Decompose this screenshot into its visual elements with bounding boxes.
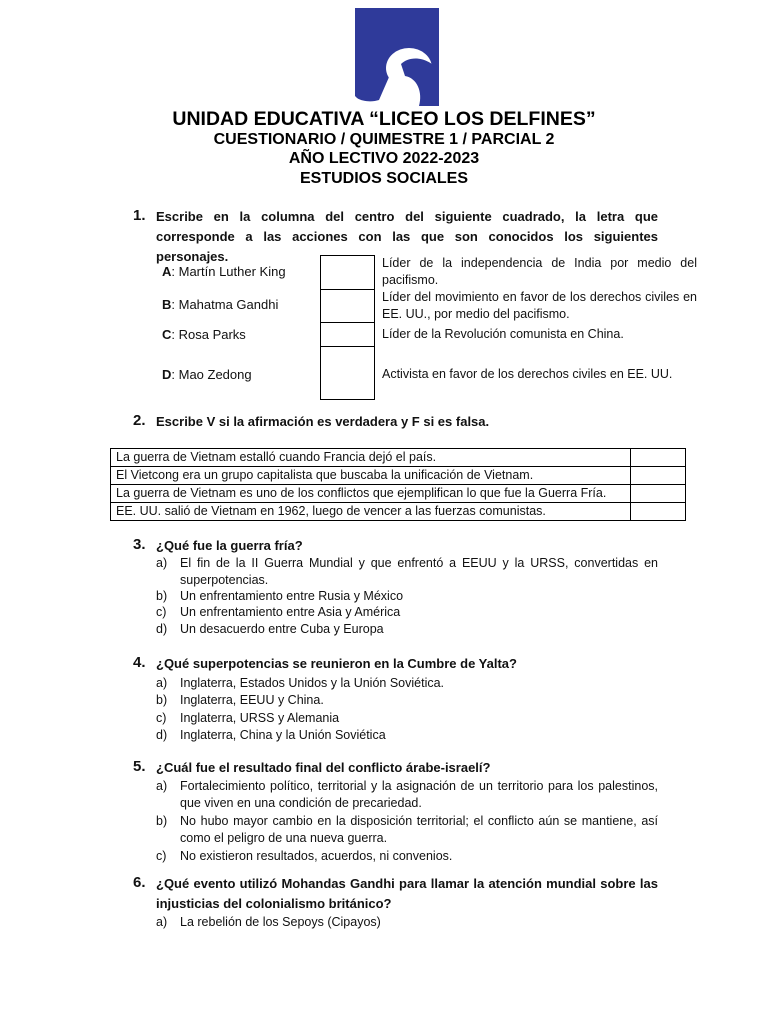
answer-cell[interactable] bbox=[631, 503, 686, 521]
description-1: Líder de la independencia de India por medio del pacifismo. bbox=[382, 256, 697, 287]
question-text: Escribe V si la afirmación es verdadera y F si es falsa. bbox=[156, 414, 490, 429]
option-a: a) El fin de la II Guerra Mundial y que enfrentó a EEUU y la URSS, convertidas en superpotencias. bbox=[156, 556, 658, 587]
table-row bbox=[111, 485, 686, 503]
option-b: b) No hubo mayor cambio en la disposición territorial; el conflicto aún se mantiene, así como el peligro de una nueva guerra. bbox=[156, 814, 658, 845]
question-number: 1. bbox=[133, 207, 146, 224]
answer-cell[interactable] bbox=[631, 485, 686, 503]
person-c: C: Rosa Parks bbox=[162, 327, 246, 342]
question-number: 6. bbox=[133, 874, 146, 891]
answer-cell[interactable] bbox=[631, 467, 686, 485]
answer-box-4[interactable] bbox=[320, 346, 375, 400]
table-row bbox=[111, 503, 686, 521]
answer-box-2[interactable] bbox=[320, 289, 375, 323]
description-4: Activista en favor de los derechos civiles en EE. UU. bbox=[382, 367, 673, 381]
question-text: ¿Cuál fue el resultado final del conflicto árabe-israelí? bbox=[156, 760, 491, 775]
school-year: AÑO LECTIVO 2022-2023 bbox=[288, 150, 480, 167]
option-c: c) Inglaterra, URSS y Alemania bbox=[156, 711, 340, 725]
option-b: b) Inglaterra, EEUU y China. bbox=[156, 693, 324, 707]
statement-cell: La guerra de Vietnam es uno de los conflictos que ejemplifican lo que fue la Guerra Fría. bbox=[111, 485, 631, 503]
option-b: b) Un enfrentamiento entre Rusia y México bbox=[156, 589, 404, 603]
question-number: 3. bbox=[133, 536, 146, 553]
subject-title: ESTUDIOS SOCIALES bbox=[299, 170, 469, 187]
option-a: a) Fortalecimiento político, territorial y la asignación de un territorio para los palestinos, que viven en una condición de precariedad. bbox=[156, 779, 658, 810]
person-a: A: Martín Luther King bbox=[162, 264, 286, 279]
true-false-table bbox=[110, 448, 686, 521]
question-number: 4. bbox=[133, 654, 146, 671]
answer-cell[interactable] bbox=[631, 449, 686, 467]
person-d: D: Mao Zedong bbox=[162, 367, 252, 382]
answer-box-1[interactable] bbox=[320, 255, 375, 290]
question-text: ¿Qué evento utilizó Mohandas Gandhi para llamar la atención mundial sobre las injusticias del colonialismo británico? bbox=[156, 876, 658, 911]
description-2: Líder del movimiento en favor de los derechos civiles en EE. UU., por medio del pacifismo. bbox=[382, 290, 697, 321]
question-text: Escribe en la columna del centro del siguiente cuadrado, la letra que corresponde a las acciones con las que son conocidos los siguientes personajes. bbox=[156, 209, 658, 264]
option-a: a) Inglaterra, Estados Unidos y la Unión Soviética. bbox=[156, 676, 445, 690]
school-name: UNIDAD EDUCATIVA “LICEO LOS DELFINES” bbox=[172, 108, 596, 130]
person-b: B: Mahatma Gandhi bbox=[162, 297, 279, 312]
option-d: d) Inglaterra, China y la Unión Soviética bbox=[156, 728, 386, 742]
question-text: ¿Qué superpotencias se reunieron en la Cumbre de Yalta? bbox=[156, 656, 517, 671]
option-a: a) La rebelión de los Sepoys (Cipayos) bbox=[156, 915, 381, 929]
option-c: c) No existieron resultados, acuerdos, ni convenios. bbox=[156, 849, 453, 863]
statement-cell: La guerra de Vietnam estalló cuando Francia dejó el país. bbox=[111, 449, 631, 467]
table-row bbox=[111, 467, 686, 485]
dolphin-logo-icon bbox=[349, 6, 445, 106]
statement-cell: El Vietcong era un grupo capitalista que buscaba la unificación de Vietnam. bbox=[111, 467, 631, 485]
option-c: c) Un enfrentamiento entre Asia y América bbox=[156, 605, 401, 619]
question-number: 2. bbox=[133, 412, 146, 429]
statement-cell: EE. UU. salió de Vietnam en 1962, luego de vencer a las fuerzas comunistas. bbox=[111, 503, 631, 521]
answer-box-3[interactable] bbox=[320, 322, 375, 347]
table-row bbox=[111, 449, 686, 467]
questionnaire-title: CUESTIONARIO / QUIMESTRE 1 / PARCIAL 2 bbox=[213, 131, 555, 148]
description-3: Líder de la Revolución comunista en China. bbox=[382, 327, 624, 341]
question-number: 5. bbox=[133, 758, 146, 775]
question-text: ¿Qué fue la guerra fría? bbox=[156, 538, 303, 553]
option-d: d) Un desacuerdo entre Cuba y Europa bbox=[156, 622, 384, 636]
